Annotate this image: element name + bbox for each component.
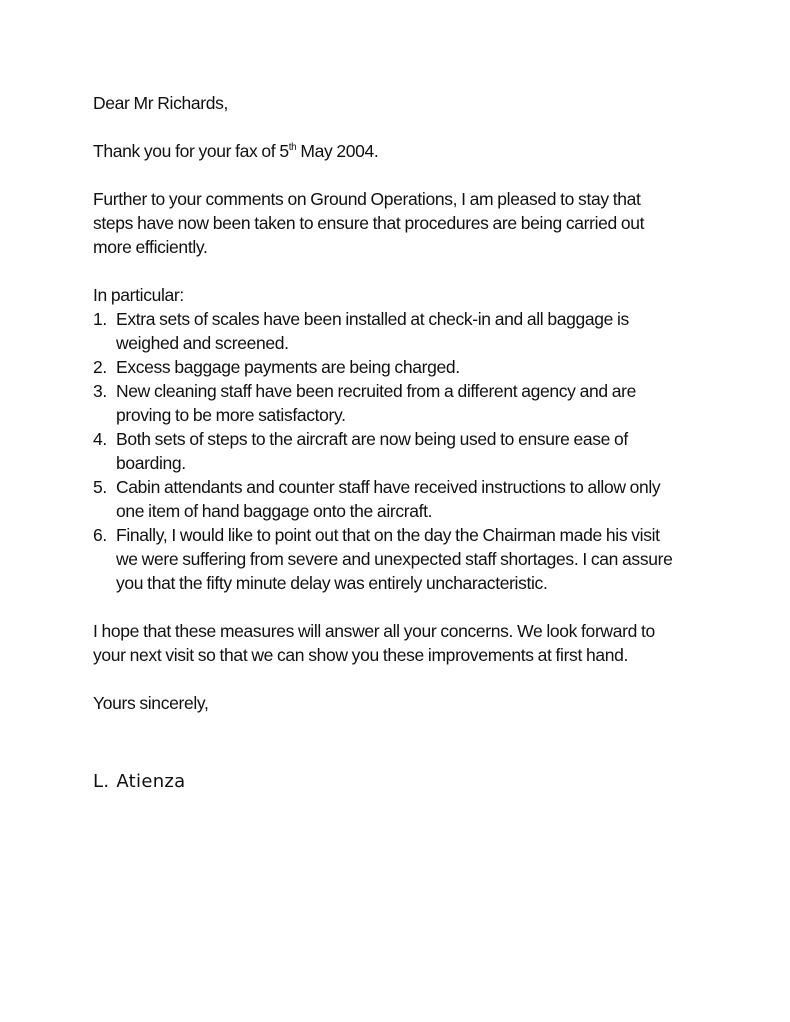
measures-list xyxy=(93,307,713,595)
list-item xyxy=(93,379,713,427)
salutation: Dear Mr Richards, xyxy=(93,93,229,113)
thanks-text-after: May 2004. xyxy=(296,141,379,161)
salutation-block xyxy=(93,91,713,115)
intro-line: more efficiently. xyxy=(93,237,208,257)
intro-line: steps have now been taken to ensure that procedures are being carried out xyxy=(93,213,645,233)
list-item xyxy=(93,307,713,355)
signature: L. Atienza xyxy=(93,771,186,792)
list-item-text: Finally, I would like to point out that on the day the Chairman made his visit we were suffering from severe and unexpected staff shortages. I can assure you that the fifty minute delay was entirely uncharacteristic. xyxy=(116,525,673,593)
list-item-number: 2. xyxy=(93,357,107,377)
list-item-number: 1. xyxy=(93,309,107,329)
date-ordinal-suffix: th xyxy=(288,142,297,153)
intro-paragraph xyxy=(93,187,713,259)
thanks-line xyxy=(93,139,713,163)
letter-body xyxy=(93,91,713,792)
list-item-number: 6. xyxy=(93,525,107,545)
list-item-number: 4. xyxy=(93,429,107,449)
intro-line: Further to your comments on Ground Operations, I am pleased to stay that xyxy=(93,189,641,209)
conclusion-line: your next visit so that we can show you these improvements at first hand. xyxy=(93,645,629,665)
conclusion-line: I hope that these measures will answer all your concerns. We look forward to xyxy=(93,621,655,641)
list-item-text: New cleaning staff have been recruited from a different agency and are proving to be more satisfactory. xyxy=(116,381,636,425)
list-item-number: 3. xyxy=(93,381,107,401)
conclusion-paragraph xyxy=(93,619,713,667)
list-item xyxy=(93,427,713,475)
list-item xyxy=(93,523,713,595)
list-intro: In particular: xyxy=(93,285,184,305)
list-item-text: Excess baggage payments are being charged. xyxy=(116,357,460,377)
closing-block xyxy=(93,691,713,715)
list-item-text: Extra sets of scales have been installed at check-in and all baggage is weighed and screened. xyxy=(116,309,629,353)
list-item xyxy=(93,355,713,379)
thanks-text-before: Thank you for your fax of 5 xyxy=(93,141,289,161)
closing: Yours sincerely, xyxy=(93,693,209,713)
list-item xyxy=(93,475,713,523)
list-item-text: Both sets of steps to the aircraft are now being used to ensure ease of boarding. xyxy=(116,429,628,473)
list-item-text: Cabin attendants and counter staff have received instructions to allow only one item of hand baggage onto the aircraft. xyxy=(116,477,661,521)
thanks-paragraph xyxy=(93,139,713,163)
list-item-number: 5. xyxy=(93,477,107,497)
